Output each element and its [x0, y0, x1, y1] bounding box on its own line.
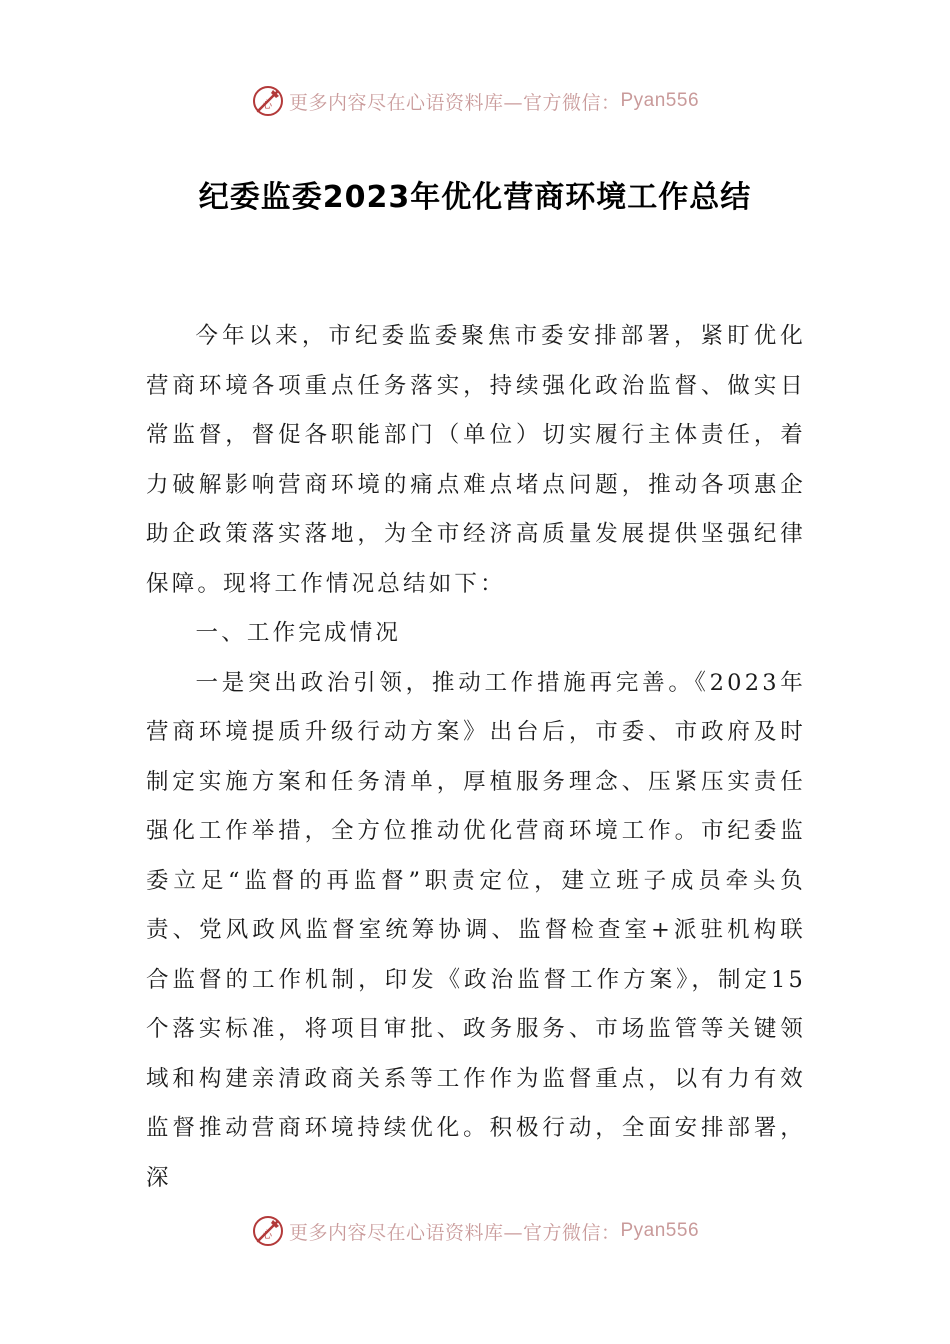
watermark-header	[0, 84, 950, 118]
watermark-contact: Pyan556	[620, 90, 700, 111]
document-body	[146, 312, 806, 1203]
brand-logo-icon	[251, 1214, 285, 1248]
watermark-contact: Pyan556	[620, 1220, 700, 1241]
brand-logo-icon	[251, 84, 285, 118]
section-heading: 一、工作完成情况	[195, 620, 402, 646]
svg-text:心: 心	[261, 1230, 273, 1241]
paragraph-intro: 今年以来，市纪委监委聚焦市委安排部署，紧盯优化营商环境各项重点任务落实，持续强化政治监督、做实日常监督，督促各职能部门（单位）切实履行主体责任，着力破解影响营商环境的痛点难点堵点问题，推动各项惠企助企政策落实落地，为全市经济高质量发展提供坚强纪律保障。现将工作情况总结如下：	[146, 323, 806, 597]
paragraph-first-point: 一是突出政治引领，推动工作措施再完善。《2023年营商环境提质升级行动方案》出台后，市委、市政府及时制定实施方案和任务清单，厚植服务理念、压紧压实责任强化工作举措，全方位推动优化营商环境工作。市纪委监委立足“监督的再监督”职责定位，建立班子成员牵头负责、党风政风监督室统筹协调、监督检查室+派驻机构联合监督的工作机制，印发《政治监督工作方案》，制定15个落实标准，将项目审批、政务服务、市场监管等关键领域和构建亲清政商关系等工作作为监督重点，以有力有效监督推动营商环境持续优化。积极行动，全面安排部署，深	[146, 669, 806, 1191]
watermark-text: 更多内容尽在心语资料库—官方微信：	[288, 91, 621, 114]
svg-text:心: 心	[261, 100, 273, 111]
watermark-text: 更多内容尽在心语资料库—官方微信：	[288, 1221, 621, 1244]
watermark-footer	[0, 1214, 950, 1248]
document-title: 纪委监委2023年优化营商环境工作总结	[198, 180, 752, 215]
